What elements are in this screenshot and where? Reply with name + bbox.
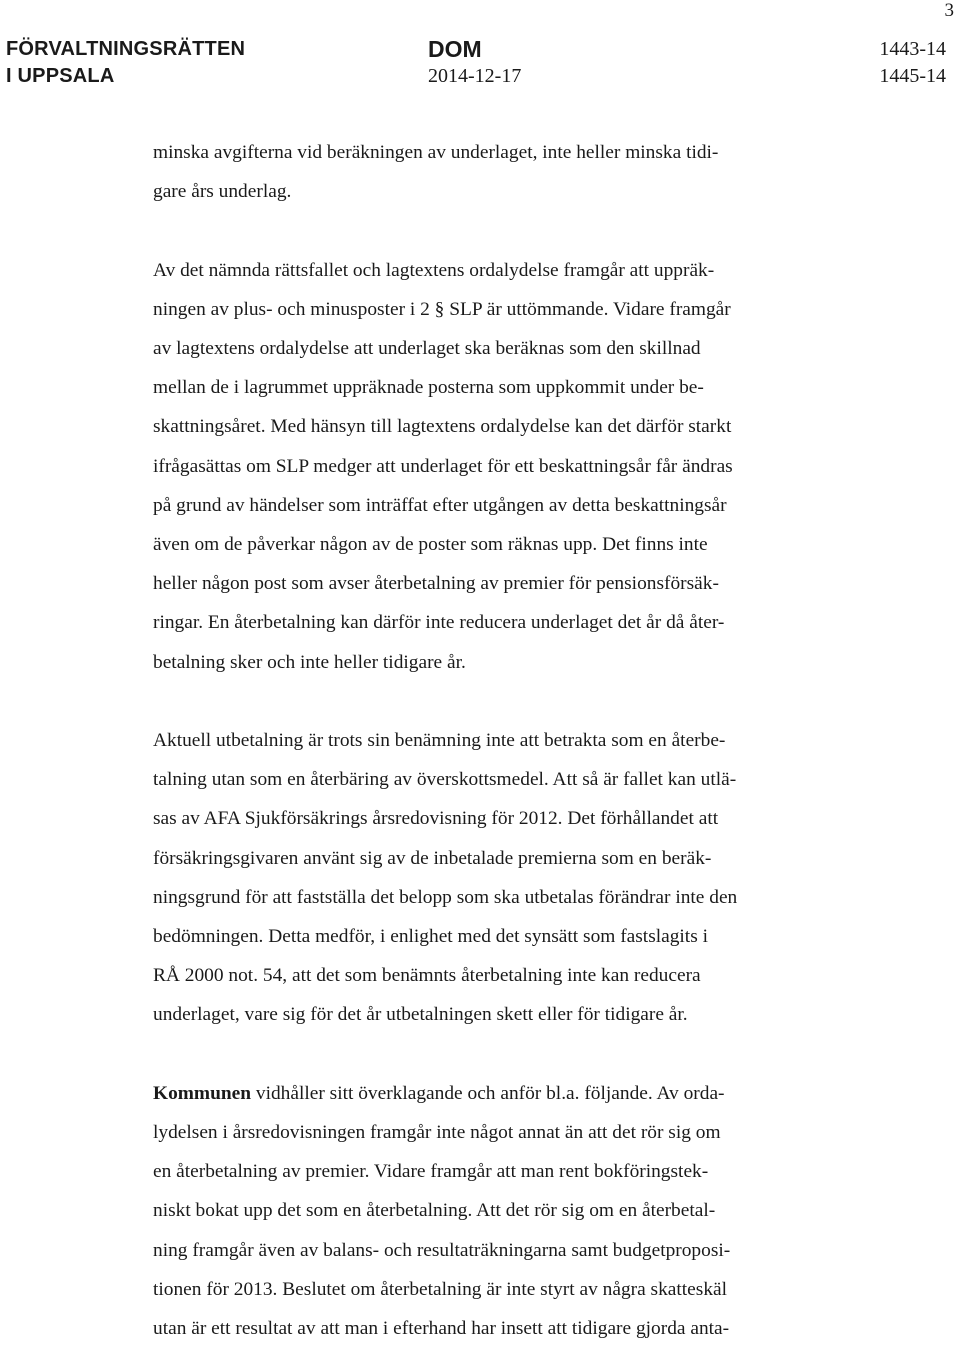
text-line: sas av AFA Sjukförsäkrings årsredovisning för 2012. Det förhållandet att [153, 808, 719, 830]
court-name-line: I UPPSALA [6, 65, 115, 87]
paragraph-gap [153, 682, 853, 721]
text-line: även om de påverkar någon av de poster som räknas upp. Det finns inte [153, 534, 708, 556]
paragraph [153, 1074, 853, 1348]
paragraph [153, 721, 853, 1035]
document-header [6, 36, 946, 92]
text-line: en återbetalning av premier. Vidare framgår att man rent bokföringstek- [153, 1161, 709, 1183]
text-line: utan är ett resultat av att man i efterhand har insett att tidigare gjorda anta- [153, 1318, 730, 1340]
text-line: RÅ 2000 not. 54, att det som benämnts återbetalning inte kan reducera [153, 965, 701, 987]
text-line: Aktuell utbetalning är trots sin benämning inte att betrakta som en återbe- [153, 730, 726, 752]
case-number: 1443-14 [879, 38, 946, 60]
text-line-rest: vidhåller sitt överklagande och anför bl.a. följande. Av orda- [251, 1082, 725, 1104]
text-line: mellan de i lagrummet uppräknade posterna som uppkommit under be- [153, 377, 704, 399]
text-line: försäkringsgivaren använt sig av de inbetalade premierna som en beräk- [153, 847, 712, 869]
document-type-block [428, 36, 521, 90]
text-line: betalning sker och inte heller tidigare år. [153, 651, 466, 673]
text-line: skattningsåret. Med hänsyn till lagtextens ordalydelse kan det därför starkt [153, 416, 732, 438]
court-name [6, 36, 245, 90]
text-line: ningen av plus- och minusposter i 2 § SLP är uttömmande. Vidare framgår [153, 298, 731, 320]
text-line: underlaget, vare sig för det år utbetalningen skett eller för tidigare år. [153, 1004, 688, 1026]
document-body [153, 133, 853, 1348]
text-line: niskt bokat upp det som en återbetalning. Att det rör sig om en återbetal- [153, 1200, 716, 1222]
text-line: Av det nämnda rättsfallet och lagtextens ordalydelse framgår att uppräk- [153, 259, 715, 281]
text-line: ning framgår även av balans- och resultaträkningarna samt budgetproposi- [153, 1239, 731, 1261]
paragraph-gap [153, 211, 853, 250]
text-line: bedömningen. Detta medför, i enlighet med det synsätt som fastslagits i [153, 926, 708, 948]
text-line: på grund av händelser som inträffat efter utgången av detta beskattningsår [153, 494, 727, 516]
case-number: 1445-14 [879, 65, 946, 87]
text-line: av lagtextens ordalydelse att underlaget ska beräknas som den skillnad [153, 338, 701, 359]
paragraph-gap [153, 1035, 853, 1074]
document-type: DOM [428, 36, 482, 62]
text-line [153, 1074, 853, 1113]
party-name: Kommunen [153, 1082, 252, 1104]
text-line: ningsgrund för att fastställa det belopp som ska utbetalas förändrar inte den [153, 886, 738, 908]
case-numbers [879, 36, 946, 90]
text-line: minska avgifterna vid beräkningen av underlaget, inte heller minska tidi- [153, 142, 719, 163]
paragraph [153, 251, 853, 682]
text-line: ringar. En återbetalning kan därför inte reducera underlaget det år då åter- [153, 612, 725, 634]
text-line: talning utan som en återbäring av överskottsmedel. Att så är fallet kan utlä- [153, 769, 737, 791]
page-number: 3 [944, 0, 954, 21]
text-line: tionen för 2013. Beslutet om återbetalning är inte styrt av några skatteskäl [153, 1278, 728, 1300]
text-line: lydelsen i årsredovisningen framgår inte något annat än att det rör sig om [153, 1122, 721, 1144]
paragraph [153, 133, 853, 211]
court-name-line: FÖRVALTNINGSRÄTTEN [6, 38, 246, 60]
text-line: ifrågasättas om SLP medger att underlaget för ett beskattningsår får ändras [153, 455, 733, 477]
text-line: gare års underlag. [153, 181, 292, 203]
text-line: heller någon post som avser återbetalning av premier för pensionsförsäk- [153, 573, 719, 595]
document-date: 2014-12-17 [428, 65, 522, 87]
